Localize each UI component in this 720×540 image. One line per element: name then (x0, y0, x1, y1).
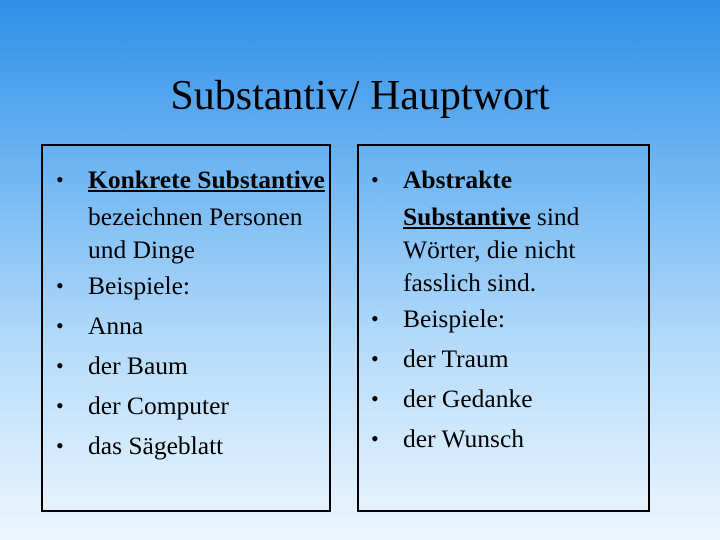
definition-line: und Dinge (88, 235, 195, 264)
bullet-icon: • (56, 433, 64, 458)
bullet-icon: • (371, 426, 379, 451)
definition-line: fasslich sind. (403, 268, 537, 297)
bullet-icon: • (56, 167, 64, 192)
list-item (371, 379, 671, 419)
list-item-label: Beispiele: (88, 271, 190, 300)
list-item-label: Anna (88, 311, 144, 340)
bullet-icon: • (371, 306, 379, 331)
term-abstract-line1: Abstrakte (403, 165, 513, 194)
list-item-label: der Baum (88, 351, 188, 380)
list-item (371, 419, 671, 459)
bullet-icon: • (56, 393, 64, 418)
list-item (371, 339, 671, 379)
list-item-label: der Traum (403, 344, 509, 373)
list-item (56, 386, 366, 426)
definition-line: Wörter, die nicht (403, 235, 576, 264)
list-item (56, 306, 366, 346)
list-item (56, 346, 366, 386)
list-item-concrete-definition (56, 160, 366, 266)
bullet-icon: • (371, 346, 379, 371)
list-item-label: Beispiele: (403, 304, 505, 333)
list-item (371, 299, 671, 339)
bullet-icon: • (371, 386, 379, 411)
slide-title: Substantiv/ Hauptwort (170, 73, 550, 119)
right-bullet-list (371, 160, 671, 459)
term-concrete-nouns: Konkrete Substantive (88, 165, 325, 194)
bullet-icon: • (371, 167, 379, 192)
bullet-icon: • (56, 273, 64, 298)
list-item-label: der Wunsch (403, 424, 525, 453)
definition-text: sind (530, 202, 580, 231)
definition-line: bezeichnen Personen (88, 202, 303, 231)
bullet-icon: • (56, 353, 64, 378)
bullet-icon: • (56, 313, 64, 338)
list-item-label: das Sägeblatt (88, 431, 224, 460)
list-item-label: der Computer (88, 391, 229, 420)
term-abstract-line2: Substantive (403, 202, 531, 231)
list-item (56, 426, 366, 466)
left-bullet-list (56, 160, 366, 466)
list-item (56, 266, 366, 306)
list-item-label: der Gedanke (403, 384, 533, 413)
list-item-abstract-definition (371, 160, 671, 299)
